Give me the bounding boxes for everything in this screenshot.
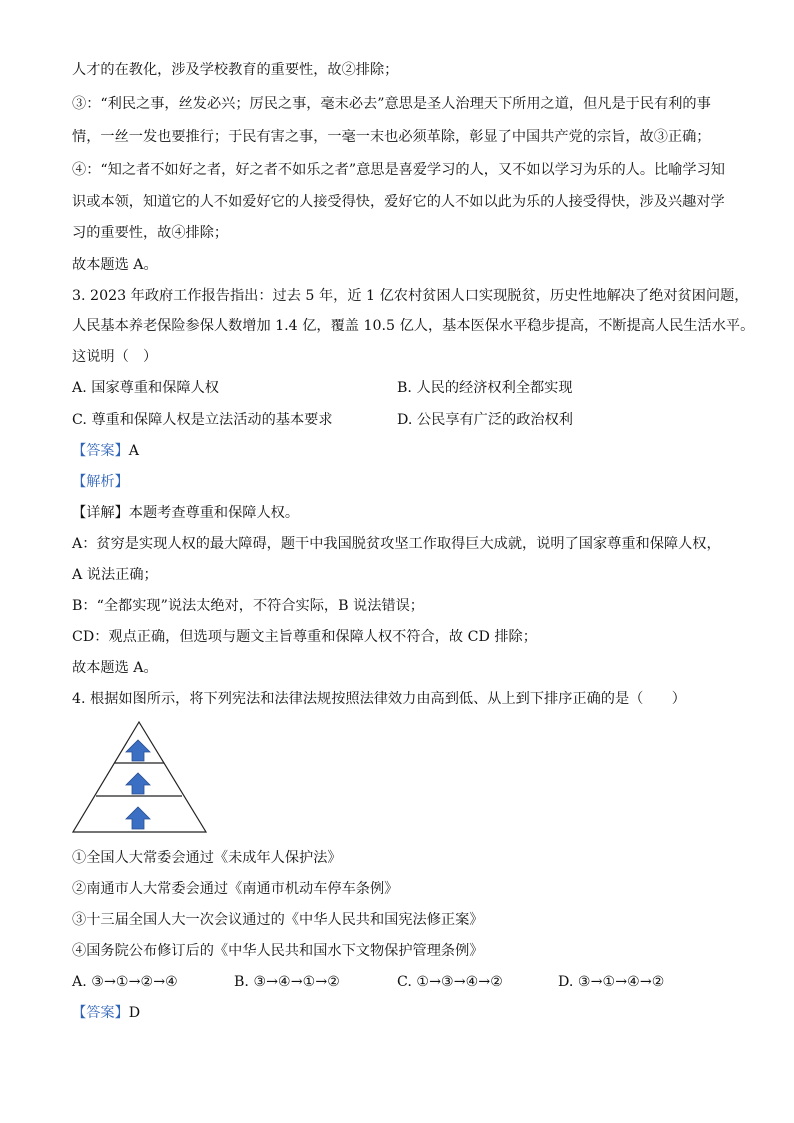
- answer-tag: 【答案】: [72, 1005, 129, 1021]
- answer-line: [72, 1003, 140, 1023]
- answer-value: D: [128, 1005, 141, 1021]
- answer-tag: 【答案】: [72, 443, 129, 459]
- question-3-stem: 3. 2023 年政府工作报告指出：过去 5 年，近 1 亿农村贫困人口实现脱贫，历史性地解决了绝对贫困问题，: [72, 288, 749, 304]
- analysis-text: CD：观点正确，但选项与题文主旨尊重和保障人权不符合，故 CD 排除；: [72, 629, 537, 645]
- text-line: 故本题选 A。: [72, 257, 158, 273]
- detail-line: [72, 503, 299, 523]
- list-item: ④国务院公布修订后的《中华人民共和国水下文物保护管理条例》: [72, 943, 484, 959]
- answer-line: [72, 441, 139, 461]
- option-d: D. 公民享有广泛的政治权利: [397, 412, 573, 428]
- analysis-text: 故本题选 A。: [72, 660, 158, 676]
- list-item: ①全国人大常委会通过《未成年人保护法》: [72, 850, 342, 866]
- text-line: ④：“知之者不如好之者，好之者不如乐之者”意思是喜爱学习的人，又不如以学习为乐的人。比喻学习知: [72, 162, 725, 178]
- analysis-text: B：“全都实现”说法太绝对，不符合实际，B 说法错误；: [72, 598, 424, 614]
- list-item: ②南通市人大常委会通过《南通市机动车停车条例》: [72, 881, 399, 897]
- analysis-tag: 【解析】: [72, 474, 129, 490]
- question-3-stem: 这说明（ ）: [72, 349, 158, 365]
- detail-tag: 【详解】: [72, 505, 129, 521]
- answer-value: A: [128, 443, 140, 459]
- text-line: 情，一丝一发也要推行；于民有害之事，一毫一末也必须革除，彰显了中国共产党的宗旨，故③正确；: [72, 129, 711, 145]
- option-a: A. 国家尊重和保障人权: [72, 380, 219, 396]
- text-line: ③：“利民之事，丝发必兴；厉民之事，毫末必去”意思是圣人治理天下所用之道，但凡是于民有利的事: [72, 96, 711, 112]
- question-3-stem: 人民基本养老保险参保人数增加 1.4 亿，覆盖 10.5 亿人，基本医保水平稳步提高，不断提高人民生活水平。: [72, 318, 755, 334]
- pyramid-diagram: [72, 720, 212, 838]
- option-c: C. 尊重和保障人权是立法活动的基本要求: [72, 412, 333, 428]
- question-4-stem: 4. 根据如图所示，将下列宪法和法律法规按照法律效力由高到低、从上到下排序正确的是（ ）: [72, 691, 686, 707]
- list-item: ③十三届全国人大一次会议通过的《中华人民共和国宪法修正案》: [72, 912, 484, 928]
- option-d: D. ③→①→④→②: [558, 974, 665, 990]
- analysis-text: A 说法正确；: [72, 567, 158, 583]
- option-b: B. 人民的经济权利全都实现: [397, 380, 573, 396]
- text-line: 识或本领，知道它的人不如爱好它的人接受得快，爱好它的人不如以此为乐的人接受得快，涉及兴趣对学: [72, 194, 725, 210]
- option-b: B. ③→④→①→②: [234, 974, 340, 990]
- detail-text: 本题考查尊重和保障人权。: [128, 505, 300, 521]
- text-line: 人才的在教化，涉及学校教育的重要性，故②排除；: [72, 62, 399, 78]
- analysis-line: [72, 472, 129, 492]
- analysis-text: A：贫穷是实现人权的最大障碍，题干中我国脱贫攻坚工作取得巨大成就，说明了国家尊重和保障人权，: [72, 536, 721, 552]
- option-c: C. ①→③→④→②: [397, 974, 503, 990]
- text-line: 习的重要性，故④排除；: [72, 225, 229, 241]
- option-a: A. ③→①→②→④: [72, 974, 178, 990]
